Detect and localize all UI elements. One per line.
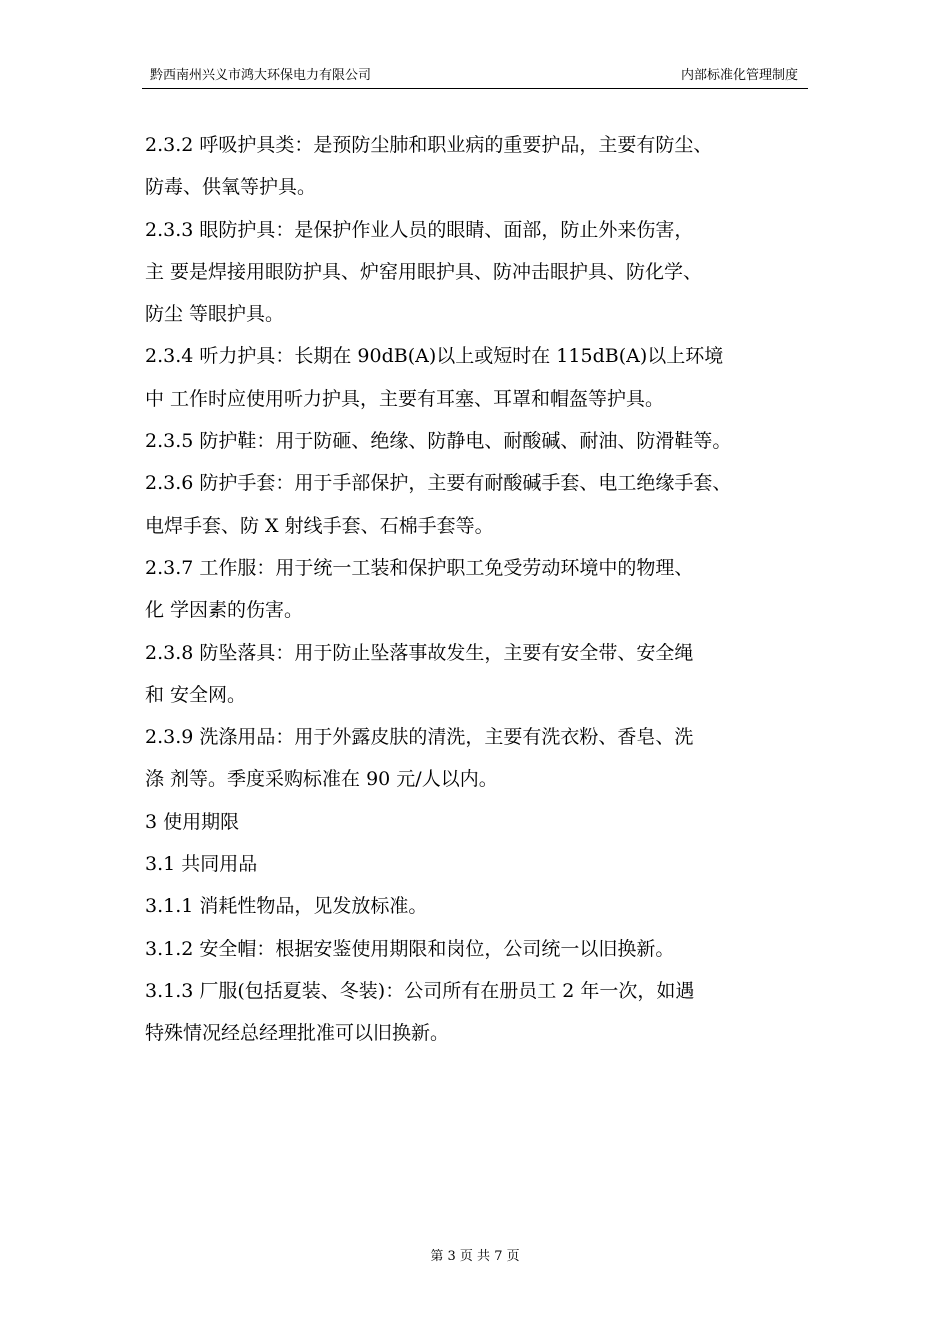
text-line: 2.3.5 防护鞋：用于防砸、绝缘、防静电、耐酸碱、耐油、防滑鞋等。 [145,430,732,453]
text-line: 2.3.3 眼防护具：是保护作业人员的眼睛、面部，防止外来伤害， [145,218,694,241]
text-line: 特殊情况经总经理批准可以旧换新。 [145,1022,450,1045]
page-number: 第 3 页 共 7 页 [430,1249,520,1264]
header-company-name: 黔西南州兴义市鸿大环保电力有限公司 [150,68,372,83]
text-line: 中 工作时应使用听力护具，主要有耳塞、耳罩和帽盔等护具。 [145,387,665,410]
text-line: 防尘 等眼护具。 [145,303,285,326]
text-line: 3.1.3 厂服(包括夏装、冬装)：公司所有在册员工 2 年一次，如遇 [145,979,695,1002]
text-line: 2.3.7 工作服：用于统一工装和保护职工免受劳动环境中的物理、 [145,556,694,579]
page-header [142,66,808,89]
text-line: 3.1.1 消耗性物品，见发放标准。 [145,895,428,918]
text-line: 3.1.2 安全帽：根据安鉴使用期限和岗位，公司统一以旧换新。 [145,937,675,960]
header-document-type: 内部标准化管理制度 [680,68,798,83]
text-line: 2.3.6 防护手套：用于手部保护，主要有耐酸碱手套、电工绝缘手套、 [145,472,732,495]
text-line: 2.3.8 防坠落具：用于防止坠落事故发生，主要有安全带、安全绳 [145,641,694,664]
text-line: 化 学因素的伤害。 [145,599,304,622]
section-heading: 3 使用期限 [145,810,240,833]
text-line: 2.3.4 听力护具：长期在 90dB(A)以上或短时在 115dB(A)以上环境 [145,345,724,368]
text-line: 2.3.2 呼吸护具类：是预防尘肺和职业病的重要护品，主要有防尘、 [145,134,713,156]
text-line: 电焊手套、防 X 射线手套、石棉手套等。 [145,514,494,537]
text-line: 2.3.9 洗涤用品：用于外露皮肤的清洗，主要有洗衣粉、香皂、洗 [145,726,694,749]
subsection-heading: 3.1 共同用品 [145,853,258,876]
text-line: 防毒、供氧等护具。 [145,176,317,199]
document-body [145,124,815,1055]
text-line: 主 要是焊接用眼防护具、炉窑用眼护具、防冲击眼护具、防化学、 [145,260,703,283]
text-line: 涤 剂等。季度采购标准在 90 元/人以内。 [145,768,498,791]
text-line: 和 安全网。 [145,683,247,706]
